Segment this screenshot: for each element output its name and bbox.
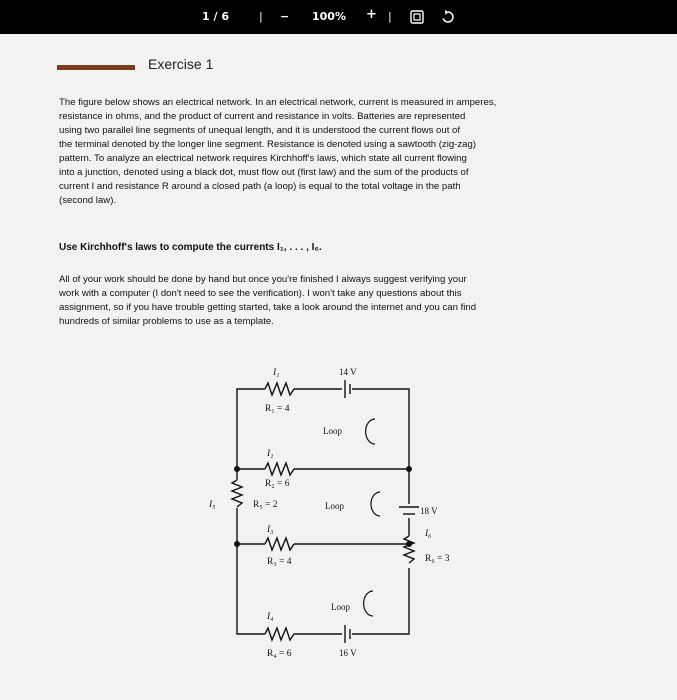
wire-bottom xyxy=(237,544,265,634)
circuit-diagram xyxy=(195,364,495,664)
resistor-r5 xyxy=(232,480,242,507)
label-i1: I₁ xyxy=(273,368,280,378)
intro-line: The figure below shows an electrical network. In an electrical network, current is measured in amperes, xyxy=(59,97,497,108)
note-line: work with a computer (I don't need to see the verification). I won't take any questions about this xyxy=(59,288,462,299)
junction-dot xyxy=(234,466,240,472)
intro-line: using two parallel line segments of unequal length, and it is understood the current flows out of xyxy=(59,125,461,136)
wire-r2 xyxy=(237,434,409,469)
loop-arrow-mid xyxy=(371,492,380,516)
zoom-out-button[interactable]: − xyxy=(280,10,290,23)
label-r5: R₅ = 2 xyxy=(253,500,278,510)
label-i5: I₅ xyxy=(209,500,216,510)
label-i2: I₂ xyxy=(267,449,274,459)
zoom-level[interactable]: 100% xyxy=(312,10,346,23)
note-line: assignment, so if you have trouble getting started, take a look around the internet and you can find xyxy=(59,302,477,313)
resistor-r4 xyxy=(265,628,294,640)
label-r4: R₄ = 6 xyxy=(267,649,292,659)
label-loop-mid: Loop xyxy=(325,501,344,511)
toolbar-separator: | xyxy=(259,10,263,23)
intro-line: (second law). xyxy=(59,195,117,206)
loop-arrow-bot xyxy=(364,591,373,616)
label-v14: 14 V xyxy=(339,367,357,377)
resistor-r1 xyxy=(265,383,294,395)
note-paragraph xyxy=(59,273,609,329)
label-loop-top: Loop xyxy=(323,426,342,436)
junction-dot xyxy=(406,466,412,472)
document-page xyxy=(0,34,677,700)
loop-arrow-top xyxy=(366,419,375,444)
label-i6: I₆ xyxy=(425,529,432,539)
label-i3: I₃ xyxy=(267,525,274,535)
resistor-r2 xyxy=(265,463,294,475)
label-loop-bot: Loop xyxy=(331,602,350,612)
intro-line: into a junction, denoted using a black dot, must flow out (first law) and the sum of the products of xyxy=(59,167,469,178)
note-line: All of your work should be done by hand but once you're finished I always suggest verifying your xyxy=(59,274,467,285)
fit-page-icon[interactable] xyxy=(410,10,424,24)
intro-line: the terminal denoted by the longer line segment. Resistance is denoted using a sawtooth (zig-zag) xyxy=(59,139,477,150)
intro-line: current I and resistance R around a closed path (a loop) is equal to the total voltage in the path xyxy=(59,181,461,192)
resistor-r3 xyxy=(265,538,294,550)
label-r6: R₆ = 3 xyxy=(425,554,450,564)
pdf-viewer-toolbar xyxy=(0,0,677,34)
wire-right xyxy=(294,496,409,634)
label-i4: I₄ xyxy=(267,612,274,622)
section-rule xyxy=(57,65,135,70)
exercise-prompt: Use Kirchhoff's laws to compute the currents I₁, . . . , I₆. xyxy=(59,242,322,253)
junction-dot xyxy=(234,541,240,547)
wire-top xyxy=(237,389,409,496)
toolbar-separator: | xyxy=(388,10,392,23)
label-v18: 18 V xyxy=(420,506,438,516)
exercise-title: Exercise 1 xyxy=(148,56,214,72)
label-r2: R₂ = 6 xyxy=(265,479,290,489)
label-r3: R₃ = 4 xyxy=(267,557,292,567)
intro-paragraph xyxy=(59,96,609,208)
rotate-icon[interactable] xyxy=(440,9,456,25)
note-line: hundreds of similar problems to use as a template. xyxy=(59,316,274,327)
intro-line: resistance in ohms, and the product of current and resistance in volts. Batteries are represented xyxy=(59,111,466,122)
resistor-r6 xyxy=(404,536,414,563)
intro-line: pattern. To analyze an electrical network requires Kirchhoff's laws, which state all current flowing xyxy=(59,153,467,164)
page-indicator[interactable]: 1 / 6 xyxy=(202,10,229,23)
zoom-in-button[interactable]: + xyxy=(366,7,377,22)
label-v16: 16 V xyxy=(339,648,357,658)
junction-dot xyxy=(406,541,412,547)
label-r1: R₁ = 4 xyxy=(265,404,290,414)
